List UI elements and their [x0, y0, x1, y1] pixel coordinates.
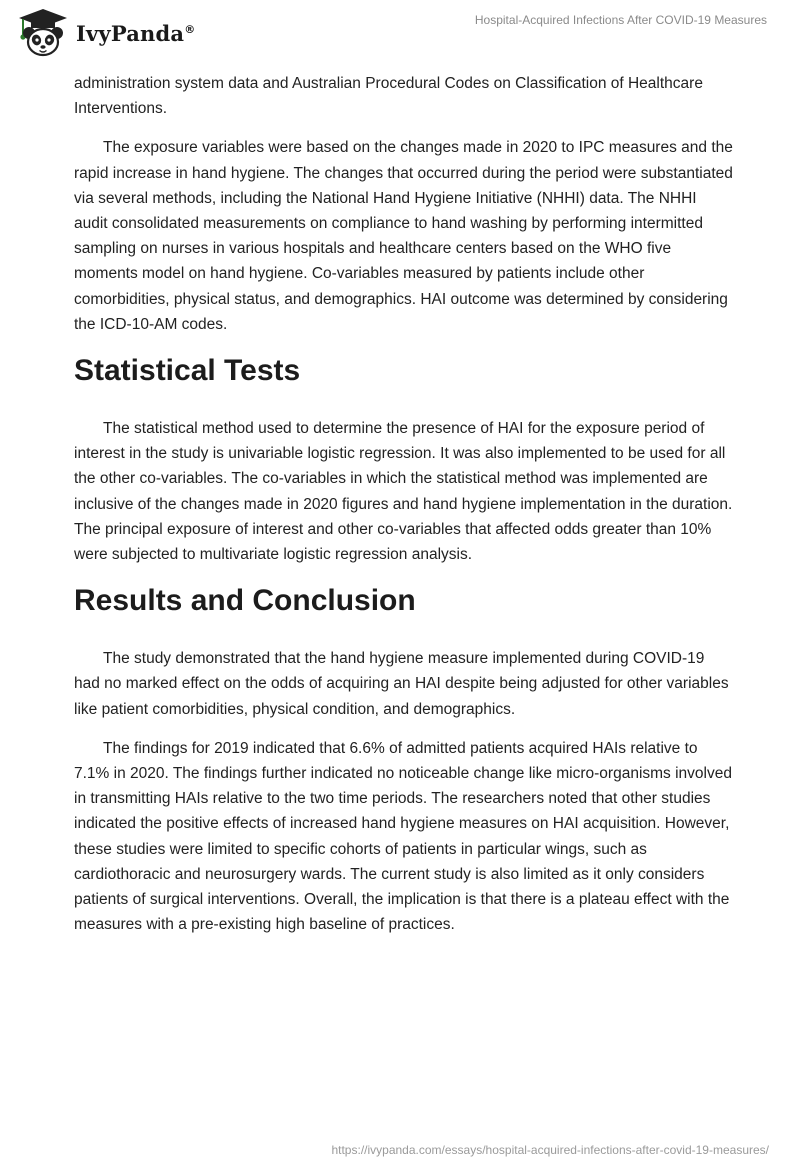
- document-title: Hospital-Acquired Infections After COVID-19 Measures: [474, 13, 767, 27]
- panda-graduate-icon: [14, 6, 72, 58]
- page-header: [0, 0, 800, 66]
- paragraph-statistical: The statistical method used to determine the presence of HAI for the exposure period of interest in the study is univariable logistic regression. It was also implemented to be used for all the other co-variables. The co-variables in which the statistical method was implemented are inclusive of the changes made in 2020 figures and hand hygiene implementation in the duration. The principal exposure of interest and other co-variables that affected odds greater than 10% were subjected to multivariate logistic regression analysis.: [74, 420, 733, 564]
- ivypanda-logo[interactable]: [14, 6, 195, 58]
- essay-body: [74, 71, 734, 951]
- logo-wordmark: IvyPanda®: [76, 20, 196, 46]
- paragraph-exposure: The exposure variables were based on the changes made in 2020 to IPC measures and the rapid increase in hand hygiene. The changes that occurred during the period were substantiated via several methods, including the National Hand Hygiene Initiative (NHHI) data. The NHHI audit consolidated measurements on compliance to hand washing by performing intermitted sampling on nurses in various hospitals and healthcare centers based on the WHO five moments model on hand hygiene. Co-variables measured by patients include other comorbidities, physical status, and demographics. HAI outcome was determined by considering the ICD-10-AM codes.: [74, 139, 733, 333]
- paragraph-intro: administration system data and Australian Procedural Codes on Classification of Healthcare Interventions.: [74, 75, 703, 118]
- footer-source-url[interactable]: https://ivypanda.com/essays/hospital-acquired-infections-after-covid-19-measures/: [331, 1143, 769, 1157]
- paragraph-results-2: The findings for 2019 indicated that 6.6% of admitted patients acquired HAIs relative to 7.1% in 2020. The findings further indicated no noticeable change like micro-organisms involved in transmitting HAIs relative to the two time periods. The researchers noted that other studies indicated the positive effects of increased hand hygiene measures on HAI acquisition. However, these studies were limited to specific cohorts of patients in particular wings, such as cardiothoracic and neurosurgery wards. The current study is also limited as it only considers patients of surgical interventions. Overall, the implication is that there is a plateau effect with the measures with a pre-existing high baseline of practices.: [74, 739, 732, 934]
- registered-mark: ®: [184, 22, 196, 36]
- heading-statistical-tests: Statistical Tests: [74, 354, 301, 388]
- paragraph-results-1: The study demonstrated that the hand hygiene measure implemented during COVID-19 had no marked effect on the odds of acquiring an HAI despite being adjusted for other variables like patient comorbidities, physical condition, and demographics.: [74, 650, 729, 718]
- heading-results-conclusion: Results and Conclusion: [74, 584, 416, 618]
